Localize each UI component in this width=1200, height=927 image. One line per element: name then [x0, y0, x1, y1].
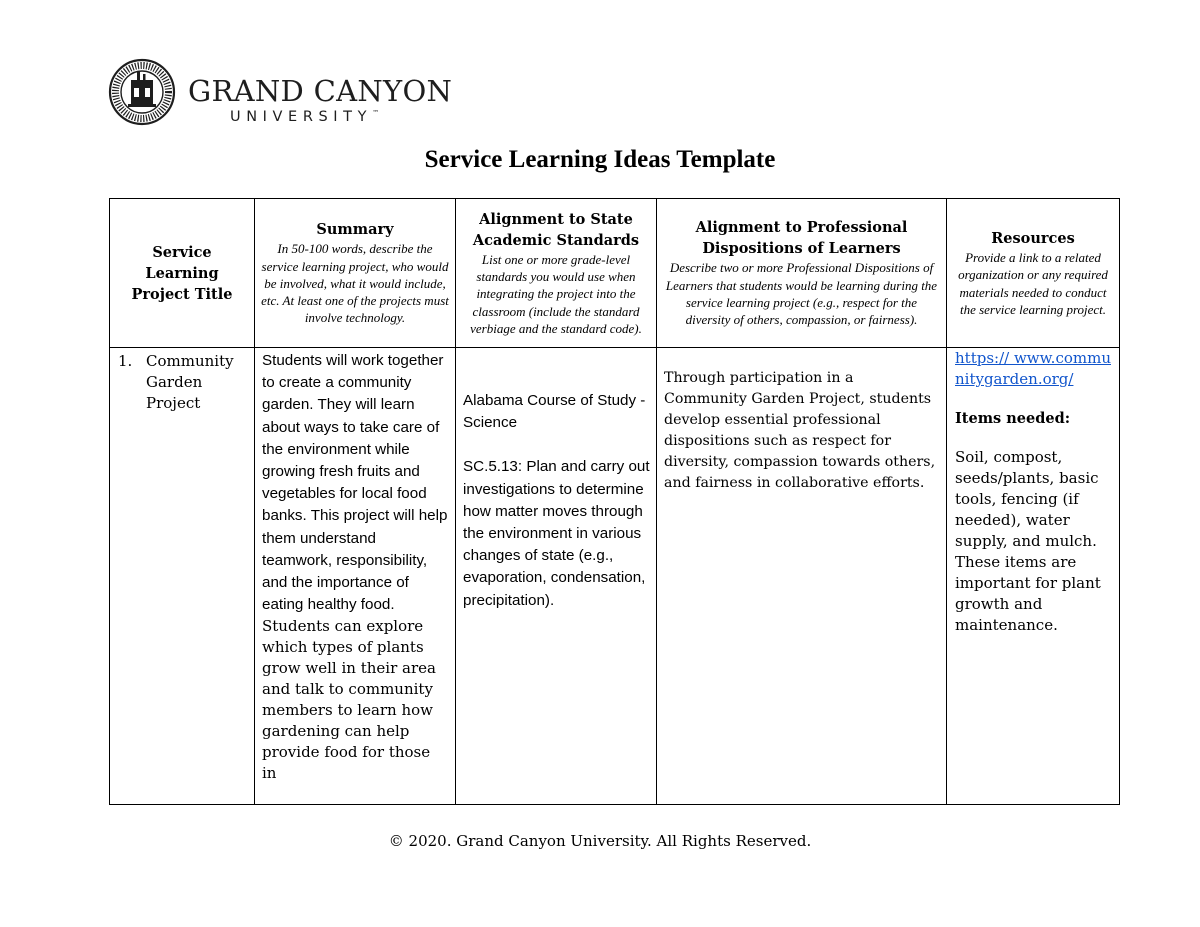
university-logo: [108, 58, 453, 128]
resource-link[interactable]: https:// www.communitygarden.org/: [955, 349, 1111, 388]
summary-text: Students will work together to create a community garden. They will learn about ways to take care of the environment while growing fresh fruits and vegetables for local food banks. This project will help them understand teamwork, responsibility, and the importance of eating healthy food.: [262, 352, 448, 614]
logo-name: GRAND CANYON: [188, 74, 453, 108]
dispositions-cell: [657, 348, 947, 805]
standard-name: Alabama Course of Study - Science: [463, 392, 646, 432]
summary-text-continued: Students can explore which types of plants grow well in their area and talk to community members to learn how gardening can help provide food for those in: [262, 617, 436, 783]
header-title: Alignment to Professional Dispositions of Learners: [695, 219, 908, 258]
standards-cell: [456, 348, 657, 805]
header-description: Provide a link to a related organization or any required materials needed to conduct the service learning project.: [958, 249, 1108, 317]
header-resources: [947, 199, 1120, 348]
list-number: 1.: [118, 352, 133, 370]
header-description: In 50-100 words, describe the service learning project, who would be involved, what it would include, etc. At least one of the projects must involve technology.: [261, 241, 449, 326]
standard-code-text: SC.5.13: Plan and carry out investigations to determine how matter moves through the environment in various changes of state (e.g., evaporation, condensation, precipitation).: [463, 458, 650, 609]
header-summary: [255, 199, 456, 348]
list-item: [110, 348, 254, 414]
items-heading: Items needed:: [955, 410, 1071, 427]
header-description: Describe two or more Professional Dispositions of Learners that students would be learning during the service learning project (e.g., respect for the diversity of others, compassion, or fairness).: [665, 260, 938, 328]
header-description: List one or more grade-level standards you would use when integrating the project into the classroom (include the standard verbiage and the standard code).: [470, 251, 642, 336]
table-row: [110, 348, 1120, 805]
items-text: Soil, compost, seeds/plants, basic tools, fencing (if needed), water supply, and mulch. These items are important for plant growth and maintenance.: [955, 448, 1101, 634]
header-title: Resources: [991, 229, 1075, 247]
header-title: Service Learning Project Title: [131, 243, 233, 303]
university-seal-icon: [108, 58, 176, 126]
summary-cell: [255, 348, 456, 805]
resources-cell: [947, 348, 1120, 805]
header-dispositions: [657, 199, 947, 348]
ideas-table: [109, 198, 1120, 805]
header-title: Summary: [316, 221, 394, 239]
trademark-mark: ™: [372, 109, 380, 117]
document-title: Service Learning Ideas Template: [424, 146, 776, 173]
copyright-footer: © 2020. Grand Canyon University. All Rights Reserved.: [388, 832, 812, 850]
project-title-cell: [110, 348, 255, 805]
header-standards: [456, 199, 657, 348]
header-title: Alignment to State Academic Standards: [472, 210, 640, 249]
header-row: [110, 199, 1120, 348]
logo-subtitle-text: UNIVERSITY: [230, 109, 373, 125]
header-project-title: [110, 199, 255, 348]
logo-subtitle: [230, 109, 379, 125]
dispositions-text: Through participation in a Community Garden Project, students develop essential professional dispositions such as respect for diversity, compassion towards others, and fairness in collaborative efforts.: [664, 370, 936, 491]
project-title: Community Garden Project: [146, 352, 234, 412]
